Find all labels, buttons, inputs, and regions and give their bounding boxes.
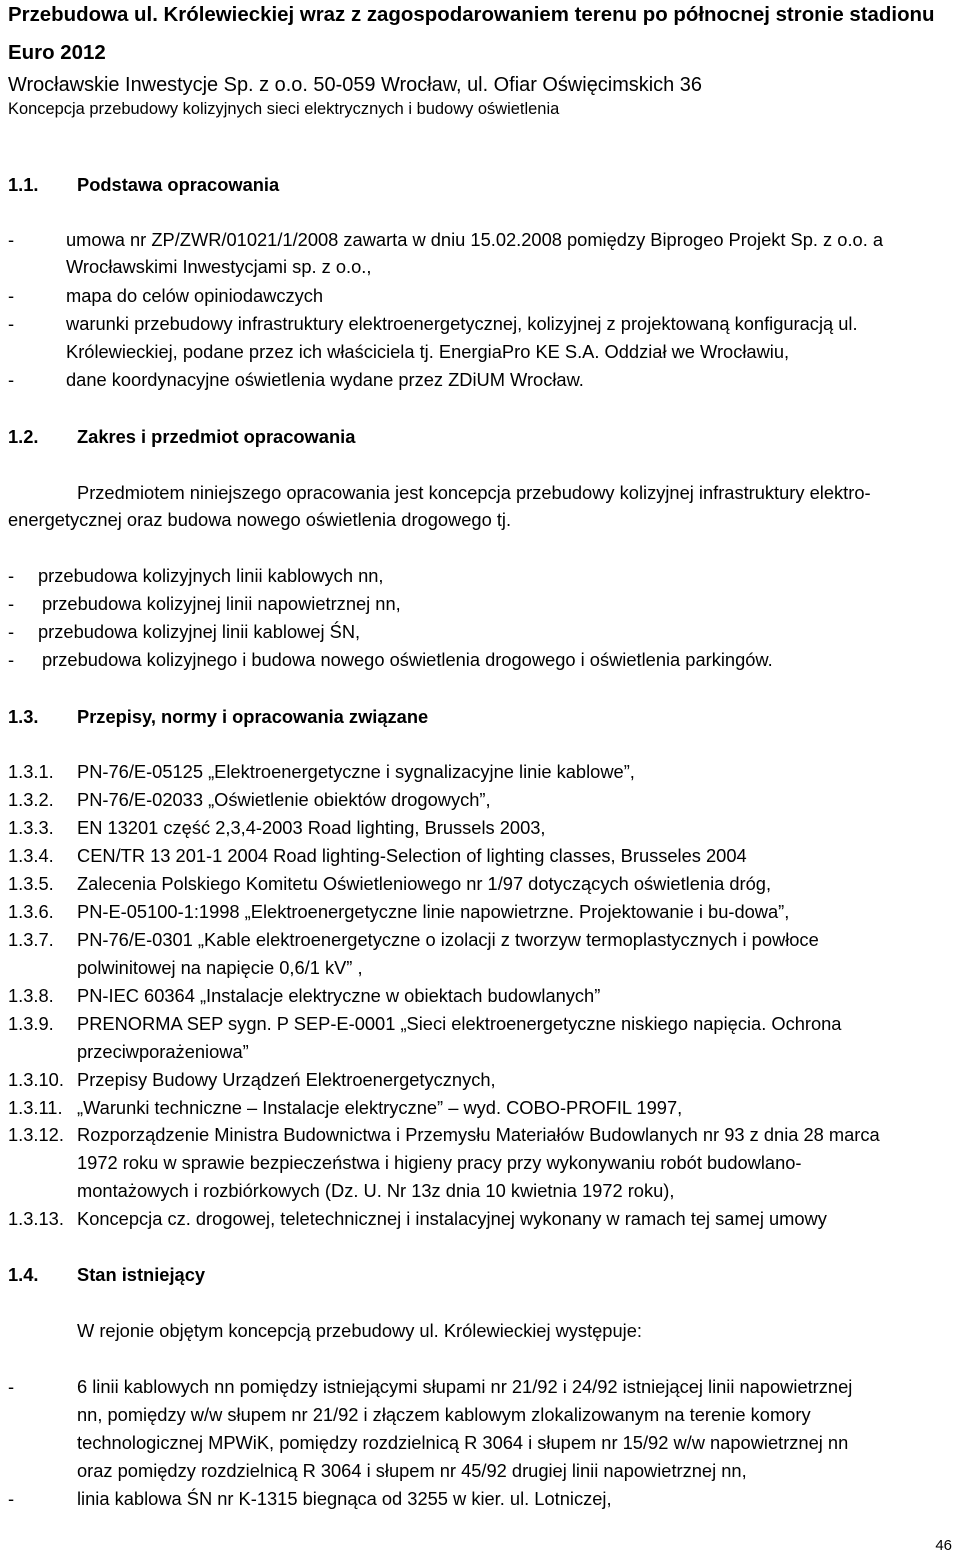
document-address: Wrocławskie Inwestycje Sp. z o.o. 50-059 Wrocław, ul. Ofiar Oświęcimskich 36 xyxy=(8,74,702,96)
page-number: 46 xyxy=(935,1537,952,1554)
document-title: Przebudowa ul. Królewieckiej wraz z zagospodarowaniem terenu po północnej stronie stadionu xyxy=(8,3,935,26)
list-dash: - xyxy=(8,621,15,642)
list-dash: - xyxy=(8,369,15,390)
list-dash: - xyxy=(8,649,15,670)
list-item-line: Zalecenia Polskiego Komitetu Oświetleniowego nr 1/97 dotyczących oświetlenia dróg, xyxy=(77,873,772,894)
list-item-number: 1.3.10. xyxy=(8,1069,64,1090)
list-dash: - xyxy=(8,285,15,306)
list-item-number: 1.3.2. xyxy=(8,789,54,810)
list-item-line: przeciwporażeniowa” xyxy=(77,1041,249,1062)
list-item-line: Królewieckiej, podane przez ich właściciela tj. EnergiaPro KE S.A. Oddział we Wrocławiu, xyxy=(66,341,790,362)
list-item-line: 6 linii kablowych nn pomiędzy istniejącymi słupami nr 21/92 i 24/92 istniejącej linii napowietrznej xyxy=(77,1376,853,1397)
list-item: przebudowa kolizyjnego i budowa nowego oświetlenia drogowego i oświetlenia parkingów. xyxy=(42,649,773,670)
section-number: 1.4. xyxy=(8,1264,39,1285)
list-item-line: PRENORMA SEP sygn. P SEP-E-0001 „Sieci elektroenergetyczne niskiego napięcia. Ochrona xyxy=(77,1013,842,1034)
list-item-line: 1972 roku w sprawie bezpieczeństwa i higieny pracy przy wykonywaniu robót budowlano- xyxy=(77,1152,802,1173)
list-item-line: PN-76/E-0301 „Kable elektroenergetyczne o izolacji z tworzyw termoplastycznych i powłoce xyxy=(77,929,819,950)
section-number: 1.3. xyxy=(8,706,39,727)
list-item-line: PN-76/E-05125 „Elektroenergetyczne i sygnalizacyjne linie kablowe”, xyxy=(77,761,635,782)
section-title: Przepisy, normy i opracowania związane xyxy=(77,706,429,727)
list-dash: - xyxy=(8,1376,15,1397)
list-item-line: PN-76/E-02033 „Oświetlenie obiektów drogowych”, xyxy=(77,789,491,810)
list-item-line: umowa nr ZP/ZWR/01021/1/2008 zawarta w dniu 15.02.2008 pomiędzy Biprogeo Projekt Sp. z o.o. a xyxy=(66,229,884,250)
section-title: Podstawa opracowania xyxy=(77,174,280,195)
list-item-number: 1.3.13. xyxy=(8,1208,64,1229)
section-number: 1.1. xyxy=(8,174,39,195)
paragraph-line: energetycznej oraz budowa nowego oświetlenia drogowego tj. xyxy=(8,509,512,530)
list-dash: - xyxy=(8,229,15,250)
list-item-number: 1.3.9. xyxy=(8,1013,54,1034)
section-title: Zakres i przedmiot opracowania xyxy=(77,426,356,447)
paragraph-line: W rejonie objętym koncepcją przebudowy ul. Królewieckiej występuje: xyxy=(77,1320,642,1341)
list-item-line: CEN/TR 13 201-1 2004 Road lighting-Selection of lighting classes, Brusseles 2004 xyxy=(77,845,747,866)
list-item-line: mapa do celów opiniodawczych xyxy=(66,285,324,306)
list-item-line: Rozporządzenie Ministra Budownictwa i Przemysłu Materiałów Budowlanych nr 93 z dnia 28 marca xyxy=(77,1124,880,1145)
list-item-line: „Warunki techniczne – Instalacje elektryczne” – wyd. COBO-PROFIL 1997, xyxy=(77,1097,683,1118)
list-item-number: 1.3.11. xyxy=(8,1097,63,1118)
list-item-line: Wrocławskimi Inwestycjami sp. z o.o., xyxy=(66,256,372,277)
list-item-number: 1.3.6. xyxy=(8,901,54,922)
list-item-line: warunki przebudowy infrastruktury elektroenergetycznej, kolizyjnej z projektowaną konfiguracją ul. xyxy=(66,313,858,334)
list-item-line: EN 13201 część 2,3,4-2003 Road lighting, Brussels 2003, xyxy=(77,817,546,838)
list-item-line: PN-IEC 60364 „Instalacje elektryczne w obiektach budowlanych” xyxy=(77,985,601,1006)
section-number: 1.2. xyxy=(8,426,39,447)
list-dash: - xyxy=(8,565,15,586)
list-item-number: 1.3.12. xyxy=(8,1124,64,1145)
document-title-continued: Euro 2012 xyxy=(8,41,106,64)
list-item: przebudowa kolizyjnej linii napowietrznej nn, xyxy=(42,593,401,614)
list-dash: - xyxy=(8,1488,15,1509)
list-item-number: 1.3.8. xyxy=(8,985,54,1006)
list-item-line: dane koordynacyjne oświetlenia wydane przez ZDiUM Wrocław. xyxy=(66,369,584,390)
list-item: przebudowa kolizyjnych linii kablowych nn, xyxy=(38,565,384,586)
section-title: Stan istniejący xyxy=(77,1264,206,1285)
list-item-line: polwinitowej na napięcie 0,6/1 kV” , xyxy=(77,957,363,978)
list-item-line: Przepisy Budowy Urządzeń Elektroenergetycznych, xyxy=(77,1069,496,1090)
list-item-line: nn, pomiędzy w/w słupem nr 21/92 i złączem kablowym zlokalizowanym na terenie komory xyxy=(77,1404,811,1425)
list-dash: - xyxy=(8,313,15,334)
list-item: przebudowa kolizyjnej linii kablowej ŚN, xyxy=(38,621,361,642)
list-item-number: 1.3.4. xyxy=(8,845,54,866)
paragraph-line: Przedmiotem niniejszego opracowania jest koncepcja przebudowy kolizyjnej infrastruktury elektro- xyxy=(77,482,871,503)
document-subtitle: Koncepcja przebudowy kolizyjnych sieci elektrycznych i budowy oświetlenia xyxy=(8,100,560,118)
list-item-number: 1.3.7. xyxy=(8,929,54,950)
list-item-line: Koncepcja cz. drogowej, teletechnicznej i instalacyjnej wykonany w ramach tej samej umowy xyxy=(77,1208,827,1229)
list-item-line: linia kablowa ŚN nr K-1315 biegnąca od 3255 w kier. ul. Lotniczej, xyxy=(77,1488,612,1509)
list-item-number: 1.3.1. xyxy=(8,761,54,782)
list-item-number: 1.3.5. xyxy=(8,873,54,894)
list-item-line: PN-E-05100-1:1998 „Elektroenergetyczne linie napowietrzne. Projektowanie i bu-dowa”, xyxy=(77,901,790,922)
list-item-line: technologicznej MPWiK, pomiędzy rozdzielnicą R 3064 i słupem nr 15/92 w/w napowietrznej nn xyxy=(77,1432,849,1453)
list-item-line: oraz pomiędzy rozdzielnicą R 3064 i słupem nr 45/92 drugiej linii napowietrznej nn, xyxy=(77,1460,747,1481)
list-item-number: 1.3.3. xyxy=(8,817,54,838)
list-dash: - xyxy=(8,593,15,614)
list-item-line: montażowych i rozbiórkowych (Dz. U. Nr 13z dnia 10 kwietnia 1972 roku), xyxy=(77,1180,675,1201)
